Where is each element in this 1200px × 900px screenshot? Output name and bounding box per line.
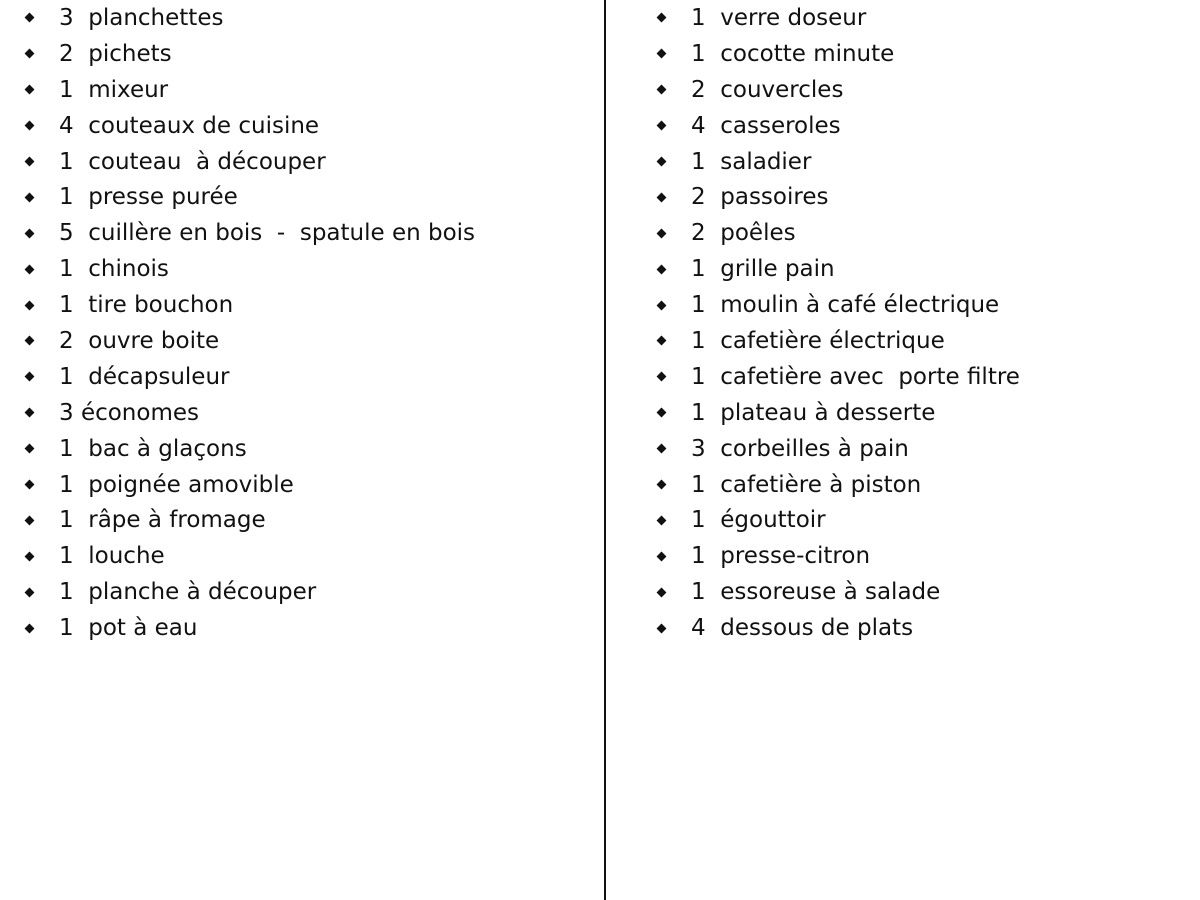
list-item: 1 décapsuleur [22, 359, 592, 395]
list-item: 1 grille pain [654, 251, 1194, 287]
diamond-bullet-icon [657, 408, 667, 418]
diamond-bullet-icon [25, 587, 35, 597]
list-item: 1 tire bouchon [22, 287, 592, 323]
diamond-bullet-icon [657, 551, 667, 561]
diamond-bullet-icon [657, 228, 667, 238]
diamond-bullet-icon [25, 444, 35, 454]
list-item: 1 râpe à fromage [22, 502, 592, 538]
diamond-bullet-icon [657, 13, 667, 23]
diamond-bullet-icon [25, 192, 35, 202]
diamond-bullet-icon [25, 300, 35, 310]
list-item: 1 bac à glaçons [22, 431, 592, 467]
right-inventory-list [654, 0, 1194, 646]
diamond-bullet-icon [657, 480, 667, 490]
diamond-bullet-icon [25, 157, 35, 167]
list-item: 1 plateau à desserte [654, 395, 1194, 431]
list-item: 4 casseroles [654, 108, 1194, 144]
diamond-bullet-icon [657, 192, 667, 202]
list-item: 1 chinois [22, 251, 592, 287]
diamond-bullet-icon [657, 515, 667, 525]
diamond-bullet-icon [657, 444, 667, 454]
diamond-bullet-icon [25, 264, 35, 274]
list-item: 1 moulin à café électrique [654, 287, 1194, 323]
list-item: 2 couvercles [654, 72, 1194, 108]
list-item: 2 pichets [22, 36, 592, 72]
list-item: 1 saladier [654, 144, 1194, 180]
diamond-bullet-icon [25, 515, 35, 525]
list-item: 2 ouvre boite [22, 323, 592, 359]
diamond-bullet-icon [25, 228, 35, 238]
diamond-bullet-icon [25, 480, 35, 490]
diamond-bullet-icon [25, 49, 35, 59]
diamond-bullet-icon [657, 587, 667, 597]
list-item: 2 passoires [654, 179, 1194, 215]
diamond-bullet-icon [25, 85, 35, 95]
diamond-bullet-icon [25, 623, 35, 633]
list-item: 1 cafetière électrique [654, 323, 1194, 359]
list-item: 1 pot à eau [22, 610, 592, 646]
diamond-bullet-icon [657, 157, 667, 167]
list-item: 1 louche [22, 538, 592, 574]
diamond-bullet-icon [657, 623, 667, 633]
diamond-bullet-icon [25, 336, 35, 346]
list-item: 4 couteaux de cuisine [22, 108, 592, 144]
diamond-bullet-icon [25, 551, 35, 561]
diamond-bullet-icon [657, 372, 667, 382]
list-item: 1 verre doseur [654, 0, 1194, 36]
diamond-bullet-icon [657, 264, 667, 274]
diamond-bullet-icon [657, 121, 667, 131]
left-inventory-list [22, 0, 592, 646]
list-item: 1 poignée amovible [22, 467, 592, 503]
diamond-bullet-icon [25, 13, 35, 23]
list-item: 1 mixeur [22, 72, 592, 108]
list-item: 3 corbeilles à pain [654, 431, 1194, 467]
list-item: 3 économes [22, 395, 592, 431]
diamond-bullet-icon [25, 408, 35, 418]
list-item: 1 couteau à découper [22, 144, 592, 180]
diamond-bullet-icon [657, 85, 667, 95]
list-item: 3 planchettes [22, 0, 592, 36]
diamond-bullet-icon [657, 49, 667, 59]
column-divider [604, 0, 606, 900]
list-item: 5 cuillère en bois - spatule en bois [22, 215, 592, 251]
diamond-bullet-icon [657, 336, 667, 346]
list-item: 1 cafetière avec porte filtre [654, 359, 1194, 395]
list-item: 1 presse-citron [654, 538, 1194, 574]
list-item: 1 presse purée [22, 179, 592, 215]
diamond-bullet-icon [25, 372, 35, 382]
list-item: 1 cafetière à piston [654, 467, 1194, 503]
list-item: 1 égouttoir [654, 502, 1194, 538]
list-item: 1 essoreuse à salade [654, 574, 1194, 610]
list-item: 1 cocotte minute [654, 36, 1194, 72]
list-item: 4 dessous de plats [654, 610, 1194, 646]
list-item: 2 poêles [654, 215, 1194, 251]
diamond-bullet-icon [25, 121, 35, 131]
list-item: 1 planche à découper [22, 574, 592, 610]
diamond-bullet-icon [657, 300, 667, 310]
